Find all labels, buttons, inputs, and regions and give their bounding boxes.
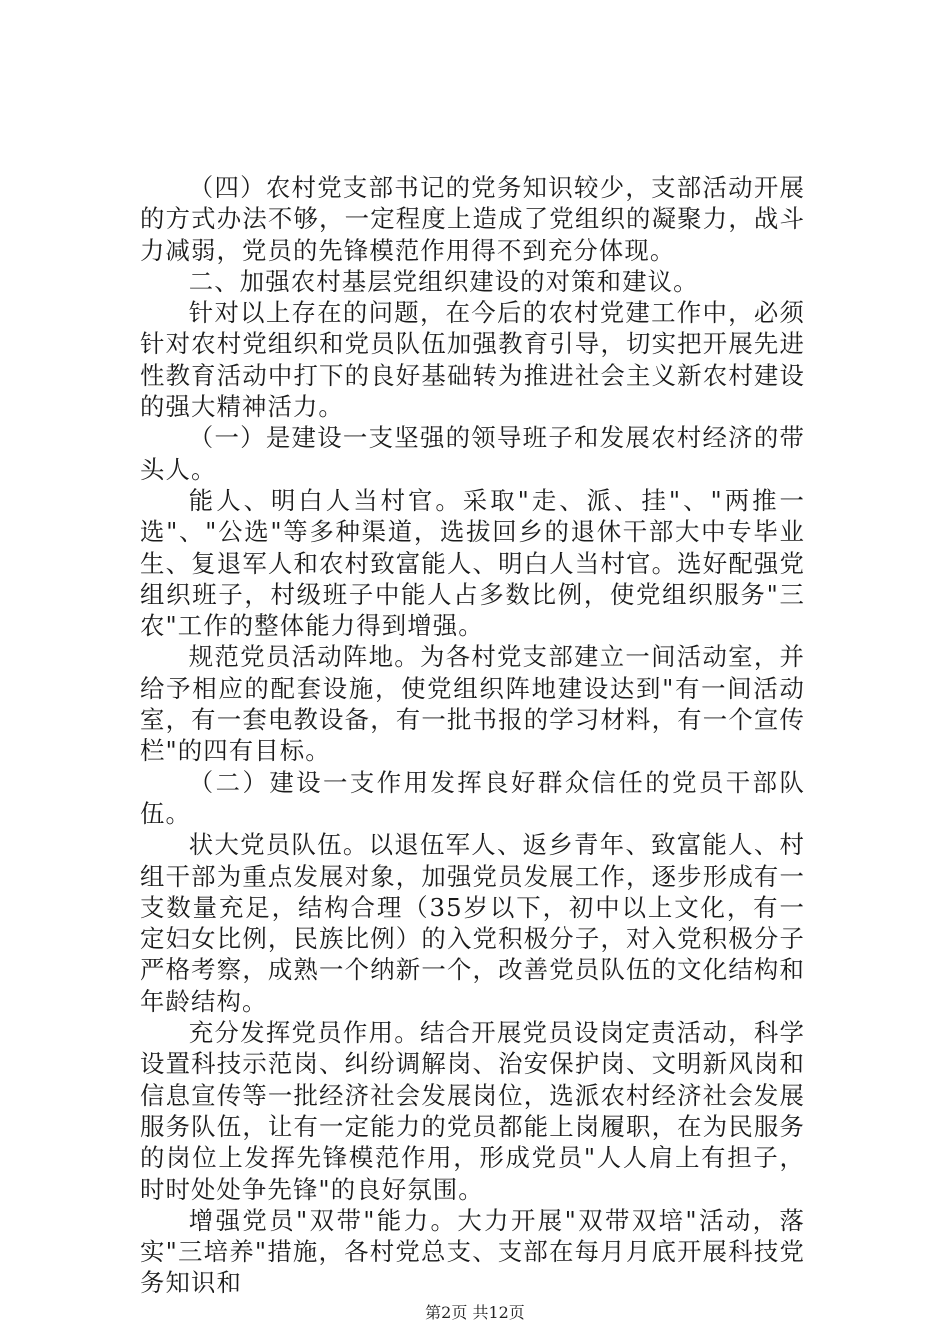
paragraph-heading-2: 二、加强农村基层党组织建设的对策和建议。 bbox=[188, 266, 699, 296]
paragraph-member-role: 充分发挥党员作用。结合开展党员设岗定责活动，科学设置科技示范岗、纠纷调解岗、治安保护岗、文明新风岗和信息宣传等一批经济社会发展岗位，选派农村经济社会发展服务队伍，让有一定能力的党员都能上岗履职，在为民服务的岗位上发挥先锋模范作用，形成党员"人人肩上有担子，时时处处争先锋"的良好氛围。 bbox=[140, 1018, 805, 1204]
page-number-footer: 第2页 共12页 bbox=[425, 1303, 525, 1322]
document-body bbox=[140, 172, 805, 1299]
paragraph-double-lead: 增强党员"双带"能力。大力开展"双带双培"活动，落实"三培养"措施，各村党总支、支部在每月月底开展科技党务知识和 bbox=[140, 1205, 805, 1298]
paragraph-intro: 针对以上存在的问题，在今后的农村党建工作中，必须针对农村党组织和党员队伍加强教育引导，切实把开展先进性教育活动中打下的良好基础转为推进社会主义新农村建设的强大精神活力。 bbox=[140, 298, 805, 422]
paragraph-strengthen-team: 状大党员队伍。以退伍军人、返乡青年、致富能人、村组干部为重点发展对象，加强党员发展工作，逐步形成有一支数量充足，结构合理（35岁以下，初中以上文化，有一定妇女比例，民族比例）的入党积极分子，对入党积极分子严格考察，成熟一个纳新一个，改善党员队伍的文化结构和年龄结构。 bbox=[140, 830, 805, 1016]
paragraph-village-officials: 能人、明白人当村官。采取"走、派、挂"、"两推一选"、"公选"等多种渠道，选拔回乡的退休干部大中专毕业生、复退军人和农村致富能人、明白人当村官。选好配强党组织班子，村级班子中能人占多数比例，使党组织服务"三农"工作的整体能力得到增强。 bbox=[140, 485, 805, 641]
paragraph-activity-venue: 规范党员活动阵地。为各村党支部建立一间活动室，并给予相应的配套设施，使党组织阵地建设达到"有一间活动室，有一套电教设备，有一批书报的学习材料，有一个宣传栏"的四有目标。 bbox=[140, 642, 805, 766]
paragraph-section-4-issue: （四）农村党支部书记的党务知识较少，支部活动开展的方式办法不够，一定程度上造成了党组织的凝聚力，战斗力减弱，党员的先锋模范作用得不到充分体现。 bbox=[140, 173, 805, 265]
paragraph-subheading-2: （二）建设一支作用发挥良好群众信任的党员干部队伍。 bbox=[140, 767, 805, 828]
paragraph-subheading-1: （一）是建设一支坚强的领导班子和发展农村经济的带头人。 bbox=[140, 423, 805, 484]
